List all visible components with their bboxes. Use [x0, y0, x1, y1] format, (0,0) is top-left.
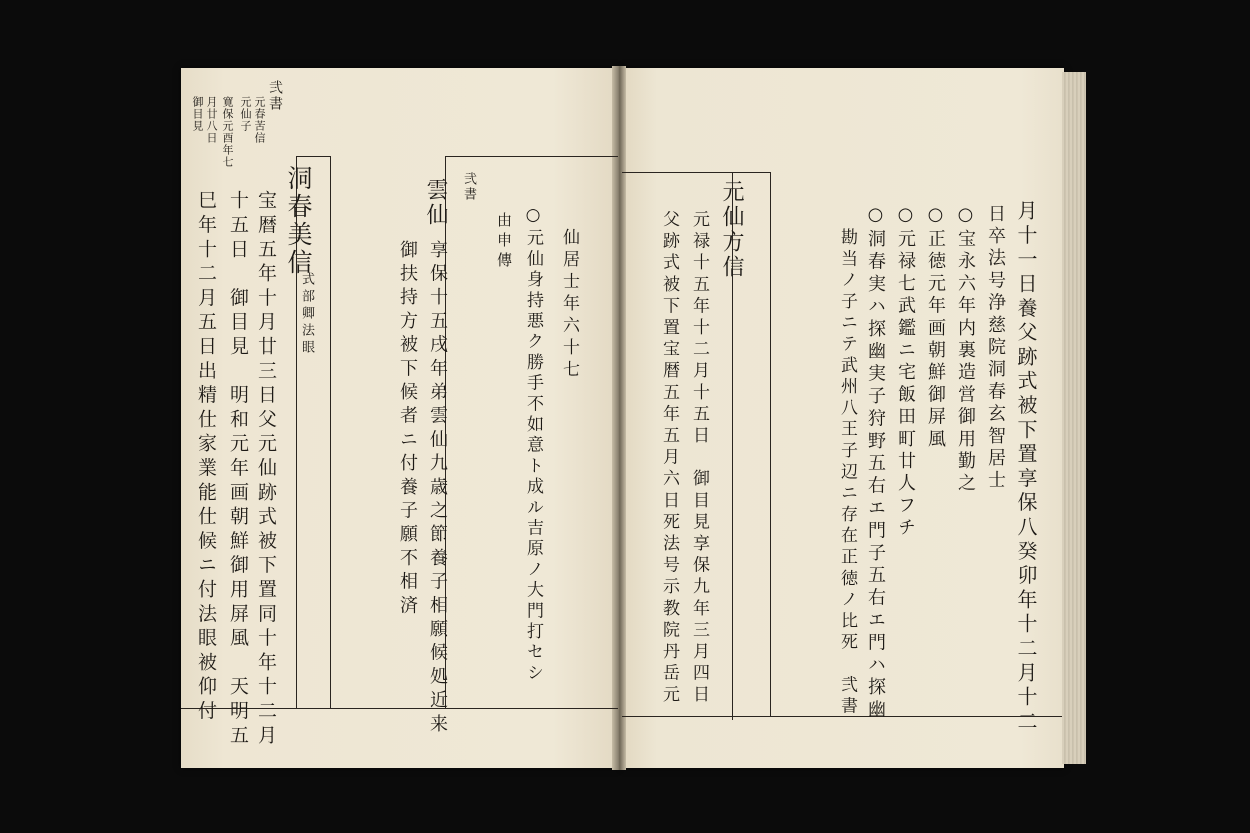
- text-column: 月十一日養父跡式被下置享保八癸卯年十二月十二: [1014, 200, 1038, 735]
- section-title-unsen: 雲仙: [423, 178, 448, 228]
- section-title-doshun: 洞春美信: [284, 165, 313, 277]
- text-column: 享保十五戌年弟雲仙九歳之節養子相願候処近来: [427, 240, 448, 738]
- section-subtitle-doshun: 式部卿法眼: [299, 272, 314, 357]
- text-column: 宝暦五年十月廿三日父元仙跡式被下置同十年十二月: [255, 190, 277, 749]
- frame-line: [770, 172, 771, 716]
- page-edges: [1062, 72, 1086, 764]
- frame-line: [622, 172, 770, 173]
- section-title-gensen: 元仙方信: [719, 180, 744, 280]
- frame-line: [330, 156, 331, 708]
- text-column: 父跡式被下置宝暦五年五月六日死法号示教院丹岳元: [659, 210, 679, 707]
- frame-line: [445, 156, 618, 157]
- text-column: 日卒法号浄慈院洞春玄智居士: [985, 204, 1006, 493]
- margin-note-title: 弐書: [267, 80, 283, 112]
- margin-note-line: 元春苦信: [253, 96, 266, 144]
- text-column: 巳年十二月五日出精仕家業能仕候ニ付法眼被仰付: [195, 190, 217, 725]
- text-column: 御扶持方被下候者ニ付養子願不相済: [397, 240, 418, 620]
- text-column: 元禄十五年十二月十五日 御目見享保九年三月四日: [689, 210, 709, 707]
- text-column: 由申傳: [495, 212, 513, 272]
- text-column: ○元禄七武鑑ニ宅飯田町廿人フチ: [895, 204, 916, 540]
- text-column: 十五日 御目見 明和元年画朝鮮御用屏風 天明五: [227, 190, 249, 749]
- text-column: ○宝永六年内裏造営御用勤之: [955, 204, 976, 496]
- margin-note-line: 御目見: [191, 96, 204, 132]
- text-column: ○元仙身持悪ク勝手不如意ト成ル吉原ノ大門打セシ: [523, 205, 543, 685]
- frame-line: [296, 156, 331, 157]
- text-column: 勘当ノ子ニテ武州八王子辺ニ存在正徳ノ比死 弐書: [837, 228, 857, 718]
- unsen-mark: 弐書: [461, 172, 476, 202]
- text-column: 仙居士年六十七: [559, 228, 579, 382]
- text-column: ○正徳元年画朝鮮御屏風: [925, 204, 946, 452]
- margin-note-line: 月廿八日: [205, 96, 218, 144]
- text-column: ○洞春実ハ探幽実子狩野五右エ門子五右エ門ハ探幽: [865, 204, 886, 723]
- margin-note-line: 元仙子: [239, 96, 252, 132]
- margin-note-line: 寛保元酉年七: [221, 96, 234, 168]
